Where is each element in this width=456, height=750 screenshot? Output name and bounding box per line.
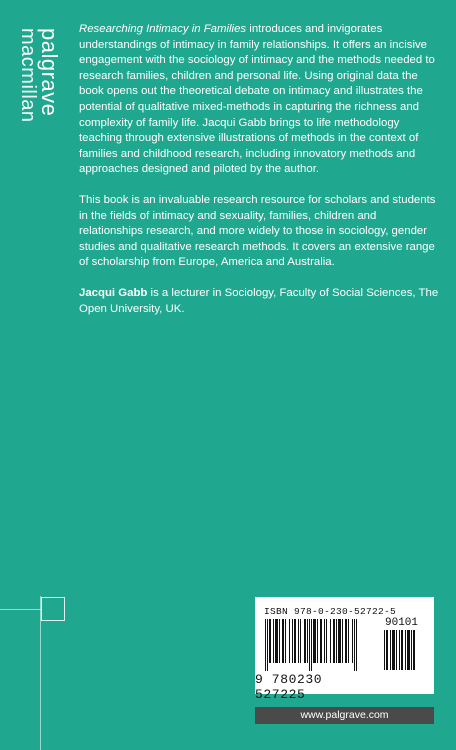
logo-line-1: palgrave [37, 28, 62, 117]
barcode-addon-bars [384, 630, 426, 672]
blurb-paragraph-2: This book is an invaluable research resource for scholars and students in the fields of intimacy and sexuality, families, children and relationships research, and more widely to those in sociology, gender studies and qualitative research methods. It covers an extensive range of scholarship from Europe, America and Australia. [79, 193, 436, 269]
publisher-logo [14, 28, 60, 123]
barcode [255, 597, 434, 702]
barcode-bars [265, 619, 377, 671]
blurb [79, 22, 441, 332]
horizontal-rule [0, 609, 41, 610]
publisher-url: www.palgrave.com [255, 707, 434, 724]
barcode-digits: 9 780230 527225 [255, 672, 323, 702]
book-title: Researching Intimacy in Families [79, 23, 247, 35]
blurb-paragraph-1 [79, 22, 441, 178]
logo-line-2: macmillan [17, 28, 39, 123]
square-outline [41, 597, 65, 621]
blurb-paragraph-1-text: introduces and invigorates understandings of intimacy in family relationships. It offers an incisive engagement with the sociology of intimacy and the methods needed to research families, children and personal life. Using original data the book opens out the theoretical debate on intimacy and illustrates the potential of qualitative mixed-methods in capturing the richness and complexity of family life. Jacqui Gabb brings to life methodology teaching through extensive illustrations of methods in the context of families and childhood research, including innovatory methods and approaches designed and piloted by the author. [79, 23, 435, 176]
barcode-addon-number: 90101 [385, 617, 419, 629]
author-name: Jacqui Gabb [79, 286, 148, 299]
author-bio [79, 286, 441, 317]
isbn-label: ISBN 978-0-230-52722-5 [264, 606, 397, 617]
author-bio-text: is a lecturer in Sociology, Faculty of Social Sciences, The Open University, UK. [79, 286, 439, 315]
